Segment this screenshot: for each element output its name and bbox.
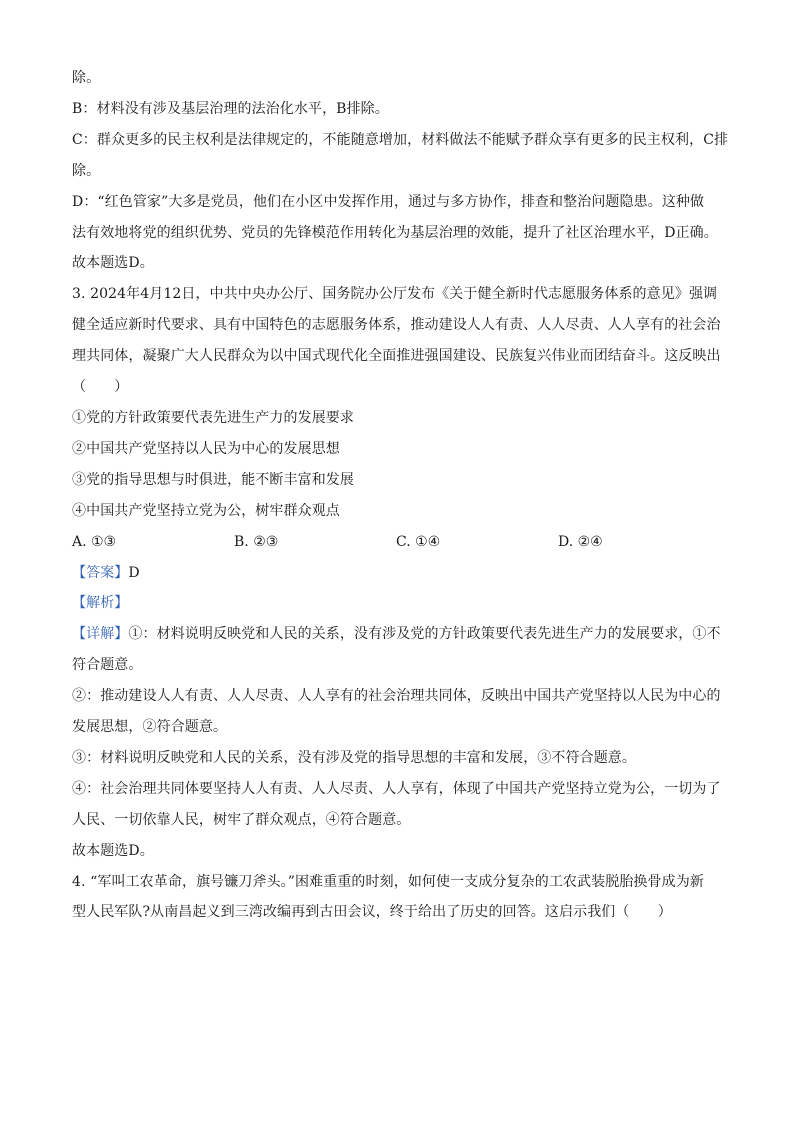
- option-b: B. ②③: [234, 533, 279, 550]
- analysis-line: ④：社会治理共同体要坚持人人有责、人人尽责、人人享有，体现了中国共产党坚持立党为公，一切为了: [72, 780, 721, 797]
- analysis-line: [72, 619, 724, 650]
- question-3-stem: （ ）: [72, 379, 129, 396]
- detail-tag: 【详解】: [72, 626, 129, 643]
- question-3-stem: 3. 2024年4月12日，中共中央办公厅、国务院办公厅发布《关于健全新时代志愿服务体系的意见》强调: [72, 286, 718, 303]
- option-d: D. ②④: [558, 533, 603, 550]
- text-line: 除。: [72, 70, 101, 86]
- text-line: 法有效地将党的组织优势、党员的先锋模范作用转化为基层治理的效能，提升了社区治理水平，D正确。: [72, 224, 718, 241]
- analysis-line: ②：推动建设人人有责、人人尽责、人人享有的社会治理共同体，反映出中国共产党坚持以人民为中心的: [72, 688, 721, 705]
- statement-item: ③党的指导思想与时俱进，能不断丰富和发展: [72, 471, 354, 488]
- answer-options: [72, 527, 724, 558]
- analysis-text: ①：材料说明反映党和人民的关系，没有涉及党的方针政策要代表先进生产力的发展要求，①不: [128, 626, 721, 643]
- document-page: [72, 63, 729, 928]
- question-4-stem: 型人民军队?从南昌起义到三湾改编再到古田会议，终于给出了历史的回答。这启示我们（ ）: [72, 904, 672, 921]
- analysis-tag: 【解析】: [72, 595, 129, 612]
- analysis-line: 发展思想，②符合题意。: [72, 719, 228, 736]
- answer-line: [72, 558, 724, 589]
- statement-item: ②中国共产党坚持以人民为中心的发展思想: [72, 440, 340, 457]
- text-line: D：“红色管家”大多是党员，他们在小区中发挥作用，通过与多方协作，排查和整治问题隐患。这种做: [72, 193, 705, 210]
- analysis-line: ③：材料说明反映党和人民的关系，没有涉及党的指导思想的丰富和发展，③不符合题意。: [72, 749, 636, 766]
- analysis-line: 人民、一切依靠人民，树牢了群众观点，④符合题意。: [72, 811, 411, 828]
- text-line: C：群众更多的民主权利是法律规定的，不能随意增加，材料做法不能赋予群众享有更多的民主权利，C排: [72, 131, 729, 148]
- option-a: A. ①③: [72, 533, 117, 550]
- analysis-line: 故本题选D。: [72, 842, 154, 859]
- text-line: 除。: [72, 162, 101, 179]
- question-3-stem: 理共同体，凝聚广大人民群众为以中国式现代化全面推进强国建设、民族复兴伟业而团结奋斗。这反映出: [72, 348, 721, 365]
- option-c: C. ①④: [396, 533, 441, 550]
- analysis-heading: [72, 588, 724, 619]
- statement-item: ④中国共产党坚持立党为公，树牢群众观点: [72, 502, 340, 519]
- analysis-line: 符合题意。: [72, 657, 143, 674]
- question-4-stem: 4. “军叫工农革命，旗号镰刀斧头。”困难重重的时刻，如何使一支成分复杂的工农武装脱胎换骨成为新: [72, 873, 704, 890]
- statement-item: ①党的方针政策要代表先进生产力的发展要求: [72, 409, 354, 426]
- answer-tag: 【答案】: [72, 564, 129, 581]
- answer-value: D: [128, 564, 140, 581]
- text-line: B：材料没有涉及基层治理的法治化水平，B排除。: [72, 100, 389, 117]
- question-3-stem: 健全适应新时代要求、具有中国特色的志愿服务体系，推动建设人人有责、人人尽责、人人享有的社会治: [72, 317, 721, 334]
- text-line: 故本题选D。: [72, 255, 154, 272]
